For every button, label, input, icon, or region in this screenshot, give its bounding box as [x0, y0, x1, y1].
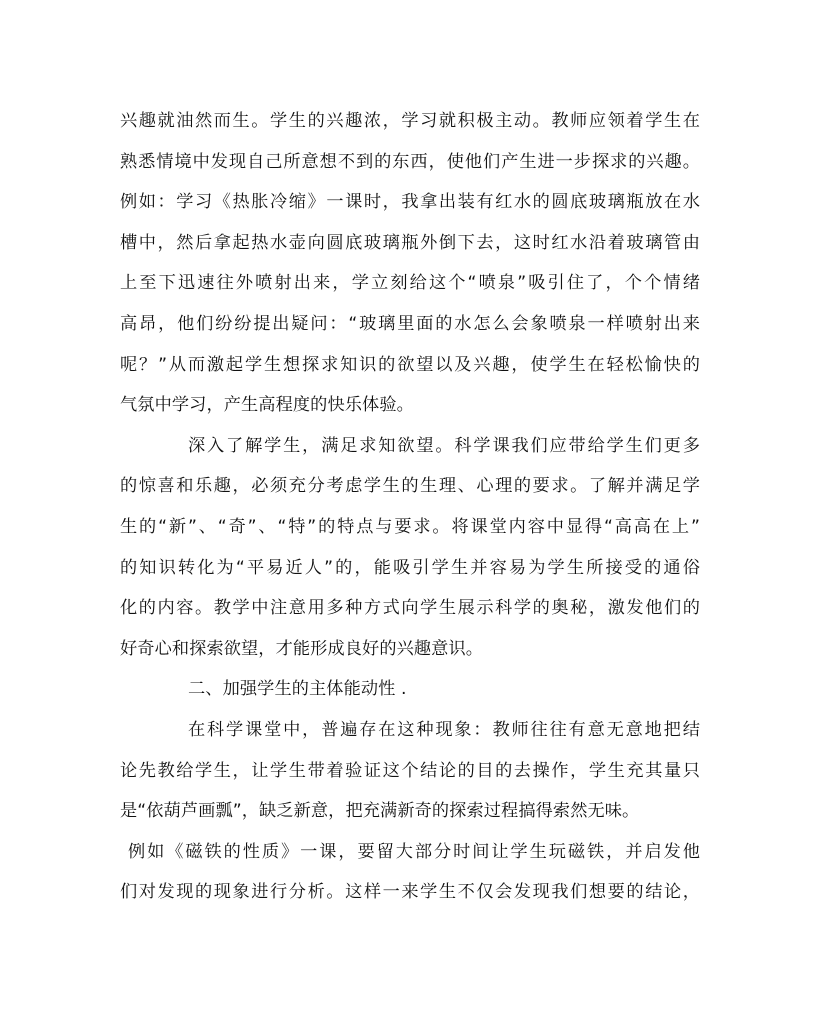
text-line-14: 好奇心和探索欲望，才能形成良好的兴趣意识。: [120, 638, 484, 659]
text-line-2: 熟悉情境中发现自己所意想不到的东西，使他们产生进一步探求的兴趣。: [120, 151, 700, 172]
text-line-1: 兴趣就油然而生。学生的兴趣浓，学习就积极主动。教师应领着学生在: [120, 111, 700, 131]
text-line-10: 的惊喜和乐趣，必须充分考虑学生的生理、心理的要求。了解并满足学: [120, 476, 700, 497]
text-line-5: 上至下迅速往外喷射出来，学立刻给这个“喷泉”吸引住了，个个情绪: [120, 273, 700, 294]
text-line-7: 呢？”从而激起学生想探求知识的欲望以及兴趣，使学生在轻松愉快的: [120, 354, 700, 375]
text-line-9: 深入了解学生，满足求知欲望。科学课我们应带给学生们更多: [188, 435, 700, 456]
text-line-13: 化的内容。教学中注意用多种方式向学生展示科学的奥秘，激发他们的: [120, 598, 700, 619]
document-body: [120, 101, 700, 913]
text-line-19: 例如《磁铁的性质》一课，要留大部分时间让学生玩磁铁，并启发他: [128, 841, 700, 862]
text-line-12: 的知识转化为“平易近人”的，能吸引学生并容易为学生所接受的通俗: [120, 557, 700, 578]
text-line-17: 论先教给学生，让学生带着验证这个结论的目的去操作，学生充其量只: [120, 760, 700, 781]
text-line-6: 高昂，他们纷纷提出疑问：“玻璃里面的水怎么会象喷泉一样喷射出来: [120, 313, 700, 334]
text-line-20: 们对发现的现象进行分析。这样一来学生不仅会发现我们想要的结论，: [120, 882, 700, 903]
text-line-4: 槽中，然后拿起热水壶向圆底玻璃瓶外倒下去，这时红水沿着玻璃管由: [120, 232, 700, 253]
text-line-8: 气氛中学习，产生高程度的快乐体验。: [120, 395, 414, 416]
section-heading: 二、加强学生的主体能动性 .: [188, 679, 407, 700]
text-line-16: 在科学课堂中，普遍存在这种现象：教师往往有意无意地把结: [188, 719, 700, 740]
text-line-11: 生的“新”、“奇”、“特”的特点与要求。将课堂内容中显得“高高在上”: [120, 516, 700, 537]
text-line-18: 是“依葫芦画瓢”，缺乏新意，把充满新奇的探索过程搞得索然无味。: [120, 801, 640, 822]
text-line-3: 例如：学习《热胀冷缩》一课时，我拿出装有红水的圆底玻璃瓶放在水: [120, 192, 700, 213]
